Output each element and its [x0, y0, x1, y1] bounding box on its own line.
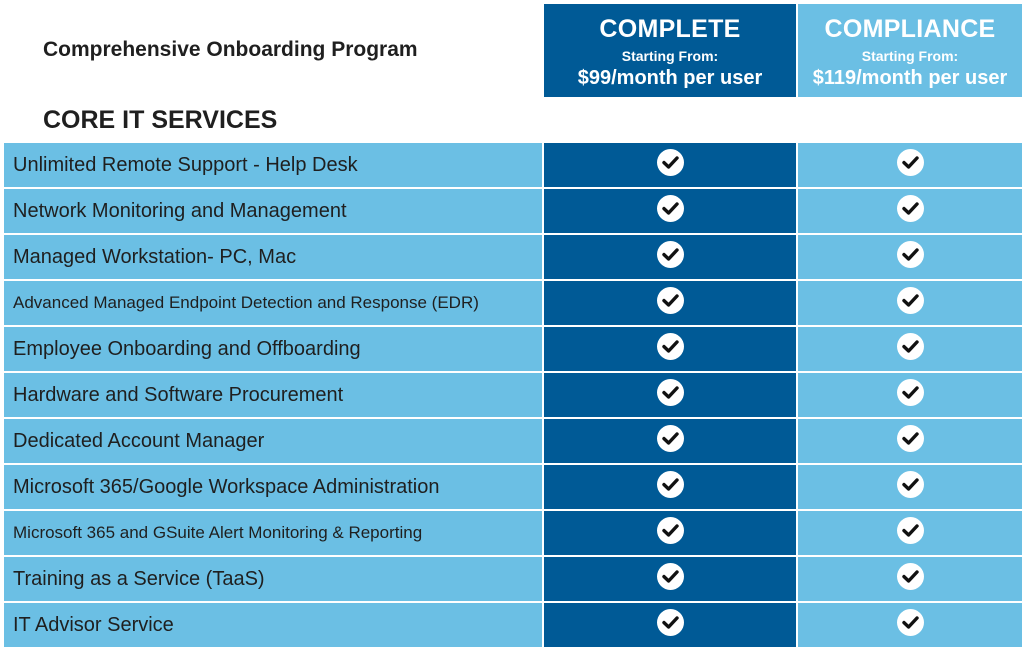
complete-cell [544, 603, 796, 647]
check-circle-icon [657, 517, 684, 544]
compliance-cell [798, 143, 1022, 187]
feature-label: Microsoft 365/Google Workspace Administration [4, 465, 542, 509]
check-circle-icon [897, 287, 924, 314]
compliance-cell [798, 373, 1022, 417]
table-row [0, 189, 1024, 233]
check-circle-icon [657, 333, 684, 360]
compliance-cell [798, 327, 1022, 371]
plan-name: COMPLIANCE [824, 15, 996, 43]
check-circle-icon [657, 287, 684, 314]
plan-starting-from: Starting From: [621, 48, 719, 64]
plan-header-compliance [798, 4, 1022, 97]
check-circle-icon [657, 241, 684, 268]
table-row [0, 373, 1024, 417]
check-circle-icon [657, 195, 684, 222]
complete-cell [544, 419, 796, 463]
check-circle-icon [897, 333, 924, 360]
compliance-cell [798, 189, 1022, 233]
plan-price: $99/month per user [577, 67, 763, 89]
compliance-cell [798, 281, 1022, 325]
check-circle-icon [897, 517, 924, 544]
feature-label: Unlimited Remote Support - Help Desk [4, 143, 542, 187]
check-circle-icon [657, 563, 684, 590]
plan-price: $119/month per user [812, 67, 1008, 89]
complete-cell [544, 465, 796, 509]
check-circle-icon [897, 379, 924, 406]
feature-label: Network Monitoring and Management [4, 189, 542, 233]
compliance-cell [798, 235, 1022, 279]
table-row [0, 557, 1024, 601]
compliance-cell [798, 603, 1022, 647]
table-row [0, 235, 1024, 279]
feature-label: Microsoft 365 and GSuite Alert Monitoring & Reporting [4, 511, 542, 555]
check-circle-icon [657, 379, 684, 406]
compliance-cell [798, 511, 1022, 555]
table-row [0, 511, 1024, 555]
complete-cell [544, 327, 796, 371]
plan-header-complete [544, 4, 796, 97]
program-title: Comprehensive Onboarding Program [43, 38, 418, 61]
check-circle-icon [897, 471, 924, 498]
check-circle-icon [657, 471, 684, 498]
table-row [0, 419, 1024, 463]
feature-label: Hardware and Software Procurement [4, 373, 542, 417]
feature-table [0, 143, 1024, 649]
feature-label: Training as a Service (TaaS) [4, 557, 542, 601]
check-circle-icon [897, 241, 924, 268]
check-circle-icon [897, 609, 924, 636]
complete-cell [544, 511, 796, 555]
check-circle-icon [657, 149, 684, 176]
compliance-cell [798, 465, 1022, 509]
table-row [0, 603, 1024, 647]
complete-cell [544, 281, 796, 325]
table-row [0, 281, 1024, 325]
table-row [0, 465, 1024, 509]
feature-label: Dedicated Account Manager [4, 419, 542, 463]
complete-cell [544, 189, 796, 233]
feature-label: Managed Workstation- PC, Mac [4, 235, 542, 279]
feature-label: Employee Onboarding and Offboarding [4, 327, 542, 371]
complete-cell [544, 235, 796, 279]
table-row [0, 327, 1024, 371]
complete-cell [544, 143, 796, 187]
feature-label: IT Advisor Service [4, 603, 542, 647]
plan-starting-from: Starting From: [861, 48, 959, 64]
complete-cell [544, 373, 796, 417]
section-title: CORE IT SERVICES [43, 106, 278, 134]
table-row [0, 143, 1024, 187]
plan-name: COMPLETE [599, 15, 741, 43]
check-circle-icon [657, 425, 684, 452]
compliance-cell [798, 419, 1022, 463]
check-circle-icon [897, 195, 924, 222]
check-circle-icon [897, 149, 924, 176]
feature-label: Advanced Managed Endpoint Detection and Response (EDR) [4, 281, 542, 325]
check-circle-icon [657, 609, 684, 636]
compliance-cell [798, 557, 1022, 601]
check-circle-icon [897, 425, 924, 452]
complete-cell [544, 557, 796, 601]
check-circle-icon [897, 563, 924, 590]
